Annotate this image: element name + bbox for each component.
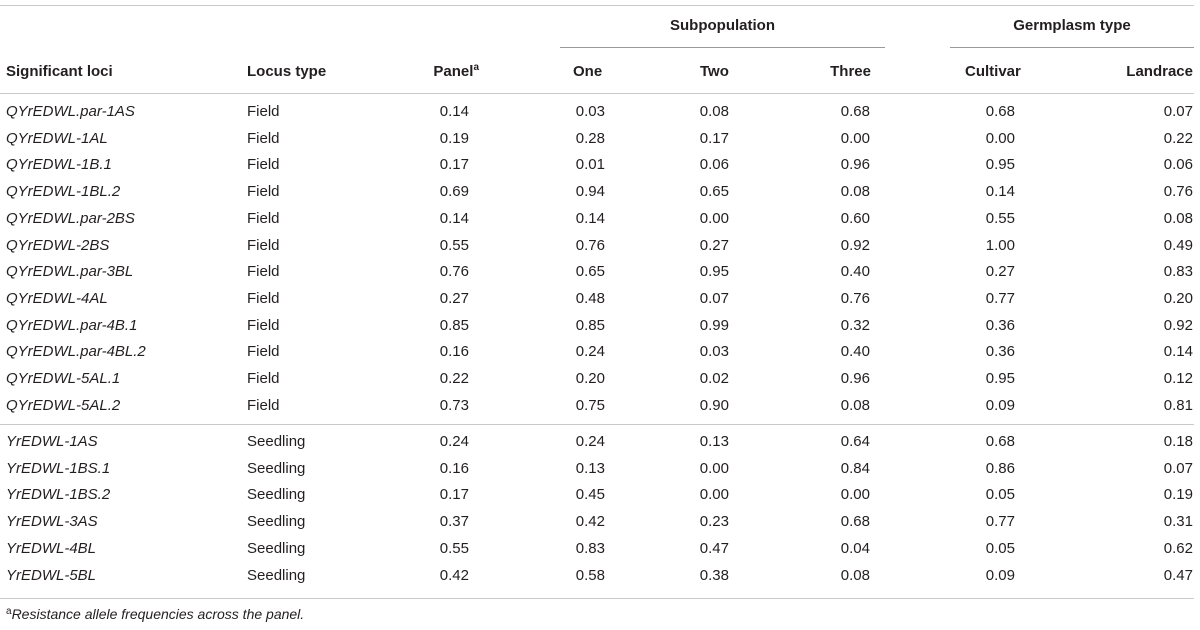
- cell-one: 0.24: [575, 433, 605, 450]
- cell-cultivar: 0.36: [985, 343, 1015, 361]
- cell-locus: YrEDWL-3AS: [6, 513, 98, 531]
- cell-three: 0.08: [840, 396, 870, 414]
- cell-landrace: 0.08: [1163, 209, 1193, 227]
- cell-landrace: 0.12: [1163, 370, 1193, 387]
- cell-cultivar: 0.05: [985, 486, 1015, 504]
- cell-cultivar: 0.14: [985, 183, 1015, 201]
- cell-cultivar: 0.95: [985, 370, 1015, 387]
- cell-two: 0.65: [699, 183, 729, 201]
- cell-one: 0.28: [575, 129, 605, 147]
- cell-one: 0.58: [575, 566, 605, 584]
- cell-one: 0.20: [575, 370, 605, 387]
- cell-panel: 0.22: [439, 370, 469, 387]
- cell-cultivar: 1.00: [985, 236, 1015, 254]
- cell-locus: QYrEDWL-4AL: [6, 289, 108, 307]
- cell-three: 0.84: [840, 459, 870, 477]
- cell-panel: 0.55: [439, 539, 469, 557]
- cell-one: 0.24: [575, 343, 605, 361]
- cell-locus: QYrEDWL-2BS: [6, 236, 110, 254]
- column-header-cultivar: Cultivar: [965, 63, 1021, 80]
- cell-panel: 0.16: [439, 343, 469, 361]
- panel-label: Panel: [433, 63, 474, 80]
- cell-locus-type: Field: [247, 263, 280, 281]
- cell-one: 0.48: [575, 289, 605, 307]
- cell-three: 0.68: [840, 103, 870, 120]
- cell-locus-type: Field: [247, 209, 280, 227]
- cell-landrace: 0.20: [1163, 289, 1193, 307]
- cell-locus: QYrEDWL.par-4B.1: [6, 316, 138, 334]
- cell-two: 0.47: [699, 539, 729, 557]
- column-header-panel: [380, 63, 479, 81]
- table-top-rule: [0, 5, 1194, 6]
- cell-one: 0.75: [575, 396, 605, 414]
- cell-two: 0.07: [699, 289, 729, 307]
- cell-locus: YrEDWL-1BS.2: [6, 486, 111, 504]
- cell-three: 0.64: [840, 433, 870, 450]
- cell-locus-type: Seedling: [247, 513, 306, 531]
- cell-three: 0.08: [840, 566, 870, 584]
- cell-locus: QYrEDWL-1AL: [6, 129, 108, 147]
- cell-locus: YrEDWL-5BL: [6, 566, 97, 584]
- cell-panel: 0.42: [439, 566, 469, 584]
- cell-one: 0.42: [575, 513, 605, 531]
- cell-locus: QYrEDWL.par-3BL: [6, 263, 134, 281]
- cell-landrace: 0.07: [1163, 459, 1193, 477]
- cell-cultivar: 0.09: [985, 396, 1015, 414]
- table-bottom-rule: [0, 598, 1194, 599]
- subpopulation-group-rule: [560, 47, 885, 48]
- cell-two: 0.90: [699, 396, 729, 414]
- cell-cultivar: 0.00: [985, 129, 1015, 147]
- cell-panel: 0.24: [439, 433, 469, 450]
- cell-locus-type: Field: [247, 396, 280, 414]
- cell-cultivar: 0.55: [985, 209, 1015, 227]
- cell-landrace: 0.07: [1163, 103, 1193, 120]
- cell-locus-type: Seedling: [247, 486, 306, 504]
- cell-panel: 0.37: [439, 513, 469, 531]
- cell-panel: 0.14: [439, 209, 469, 227]
- cell-locus: QYrEDWL.par-2BS: [6, 209, 135, 227]
- cell-three: 0.40: [840, 343, 870, 361]
- cell-landrace: 0.06: [1163, 156, 1193, 174]
- subpopulation-group-header: Subpopulation: [670, 17, 775, 34]
- cell-panel: 0.85: [439, 316, 469, 334]
- cell-one: 0.94: [575, 183, 605, 201]
- cell-one: 0.45: [575, 486, 605, 504]
- cell-locus: QYrEDWL.par-1AS: [6, 103, 135, 120]
- cell-locus-type: Field: [247, 370, 280, 387]
- cell-panel: 0.14: [439, 103, 469, 120]
- cell-one: 0.03: [575, 103, 605, 120]
- cell-locus-type: Seedling: [247, 539, 306, 557]
- cell-three: 0.32: [840, 316, 870, 334]
- cell-three: 0.76: [840, 289, 870, 307]
- cell-two: 0.27: [699, 236, 729, 254]
- cell-three: 0.68: [840, 513, 870, 531]
- cell-locus-type: Seedling: [247, 566, 306, 584]
- cell-locus-type: Field: [247, 316, 280, 334]
- column-header-two: Two: [700, 63, 729, 80]
- cell-landrace: 0.18: [1163, 433, 1193, 450]
- cell-two: 0.02: [699, 370, 729, 387]
- cell-landrace: 0.76: [1163, 183, 1193, 201]
- cell-two: 0.00: [699, 459, 729, 477]
- cell-landrace: 0.19: [1163, 486, 1193, 504]
- cell-panel: 0.17: [439, 486, 469, 504]
- cell-locus-type: Seedling: [247, 433, 306, 450]
- germplasm-group-header: Germplasm type: [1013, 17, 1131, 34]
- cell-cultivar: 0.36: [985, 316, 1015, 334]
- cell-locus: YrEDWL-1BS.1: [6, 459, 111, 477]
- cell-panel: 0.17: [439, 156, 469, 174]
- section-divider-rule: [0, 424, 1194, 425]
- cell-two: 0.03: [699, 343, 729, 361]
- cell-locus-type: Field: [247, 129, 280, 147]
- cell-panel: 0.27: [439, 289, 469, 307]
- cell-three: 0.00: [840, 129, 870, 147]
- cell-landrace: 0.83: [1163, 263, 1193, 281]
- cell-locus-type: Field: [247, 103, 280, 120]
- cell-one: 0.85: [575, 316, 605, 334]
- cell-cultivar: 0.68: [985, 433, 1015, 450]
- cell-locus-type: Field: [247, 156, 280, 174]
- cell-cultivar: 0.77: [985, 513, 1015, 531]
- cell-three: 0.60: [840, 209, 870, 227]
- cell-landrace: 0.47: [1163, 566, 1193, 584]
- table-footnote: [6, 606, 304, 622]
- cell-three: 0.96: [840, 156, 870, 174]
- cell-locus: YrEDWL-1AS: [6, 433, 98, 450]
- germplasm-group-rule: [950, 47, 1194, 48]
- cell-two: 0.00: [699, 209, 729, 227]
- cell-two: 0.99: [699, 316, 729, 334]
- cell-two: 0.38: [699, 566, 729, 584]
- cell-locus: QYrEDWL-1BL.2: [6, 183, 121, 201]
- cell-two: 0.06: [699, 156, 729, 174]
- cell-cultivar: 0.95: [985, 156, 1015, 174]
- cell-panel: 0.76: [439, 263, 469, 281]
- cell-locus: QYrEDWL-1B.1: [6, 156, 112, 174]
- cell-one: 0.76: [575, 236, 605, 254]
- cell-three: 0.08: [840, 183, 870, 201]
- cell-two: 0.13: [699, 433, 729, 450]
- cell-locus: QYrEDWL-5AL.2: [6, 396, 121, 414]
- cell-one: 0.65: [575, 263, 605, 281]
- cell-cultivar: 0.68: [985, 103, 1015, 120]
- cell-one: 0.13: [575, 459, 605, 477]
- header-bottom-rule: [0, 93, 1194, 94]
- cell-panel: 0.73: [439, 396, 469, 414]
- footnote-marker: a: [6, 606, 12, 617]
- cell-cultivar: 0.86: [985, 459, 1015, 477]
- column-header-loci: Significant loci: [6, 63, 113, 80]
- column-header-one: One: [573, 63, 603, 80]
- cell-one: 0.01: [575, 156, 605, 174]
- cell-locus-type: Field: [247, 289, 280, 307]
- cell-two: 0.95: [699, 263, 729, 281]
- cell-one: 0.83: [575, 539, 605, 557]
- cell-three: 0.92: [840, 236, 870, 254]
- cell-three: 0.04: [840, 539, 870, 557]
- cell-panel: 0.19: [439, 129, 469, 147]
- cell-panel: 0.55: [439, 236, 469, 254]
- cell-landrace: 0.92: [1163, 316, 1193, 334]
- cell-two: 0.17: [699, 129, 729, 147]
- cell-cultivar: 0.05: [985, 539, 1015, 557]
- cell-two: 0.00: [699, 486, 729, 504]
- cell-locus-type: Field: [247, 236, 280, 254]
- cell-panel: 0.16: [439, 459, 469, 477]
- cell-three: 0.40: [840, 263, 870, 281]
- cell-cultivar: 0.77: [985, 289, 1015, 307]
- cell-locus-type: Seedling: [247, 459, 306, 477]
- cell-one: 0.14: [575, 209, 605, 227]
- column-header-three: Three: [830, 63, 871, 80]
- cell-three: 0.96: [840, 370, 870, 387]
- cell-locus: QYrEDWL.par-4BL.2: [6, 343, 146, 361]
- cell-cultivar: 0.09: [985, 566, 1015, 584]
- cell-panel: 0.69: [439, 183, 469, 201]
- cell-locus: YrEDWL-4BL: [6, 539, 97, 557]
- cell-locus: QYrEDWL-5AL.1: [6, 370, 121, 387]
- panel-footnote-marker: a: [473, 62, 479, 73]
- cell-landrace: 0.31: [1163, 513, 1193, 531]
- cell-locus-type: Field: [247, 183, 280, 201]
- cell-landrace: 0.49: [1163, 236, 1193, 254]
- column-header-landrace: Landrace: [1126, 63, 1193, 80]
- cell-landrace: 0.22: [1163, 129, 1193, 147]
- cell-three: 0.00: [840, 486, 870, 504]
- cell-cultivar: 0.27: [985, 263, 1015, 281]
- cell-two: 0.08: [699, 103, 729, 120]
- footnote-text: Resistance allele frequencies across the panel.: [11, 606, 305, 622]
- column-header-locus-type: Locus type: [247, 63, 327, 80]
- cell-two: 0.23: [699, 513, 729, 531]
- cell-landrace: 0.62: [1163, 539, 1193, 557]
- cell-locus-type: Field: [247, 343, 280, 361]
- cell-landrace: 0.81: [1163, 396, 1193, 414]
- cell-landrace: 0.14: [1163, 343, 1193, 361]
